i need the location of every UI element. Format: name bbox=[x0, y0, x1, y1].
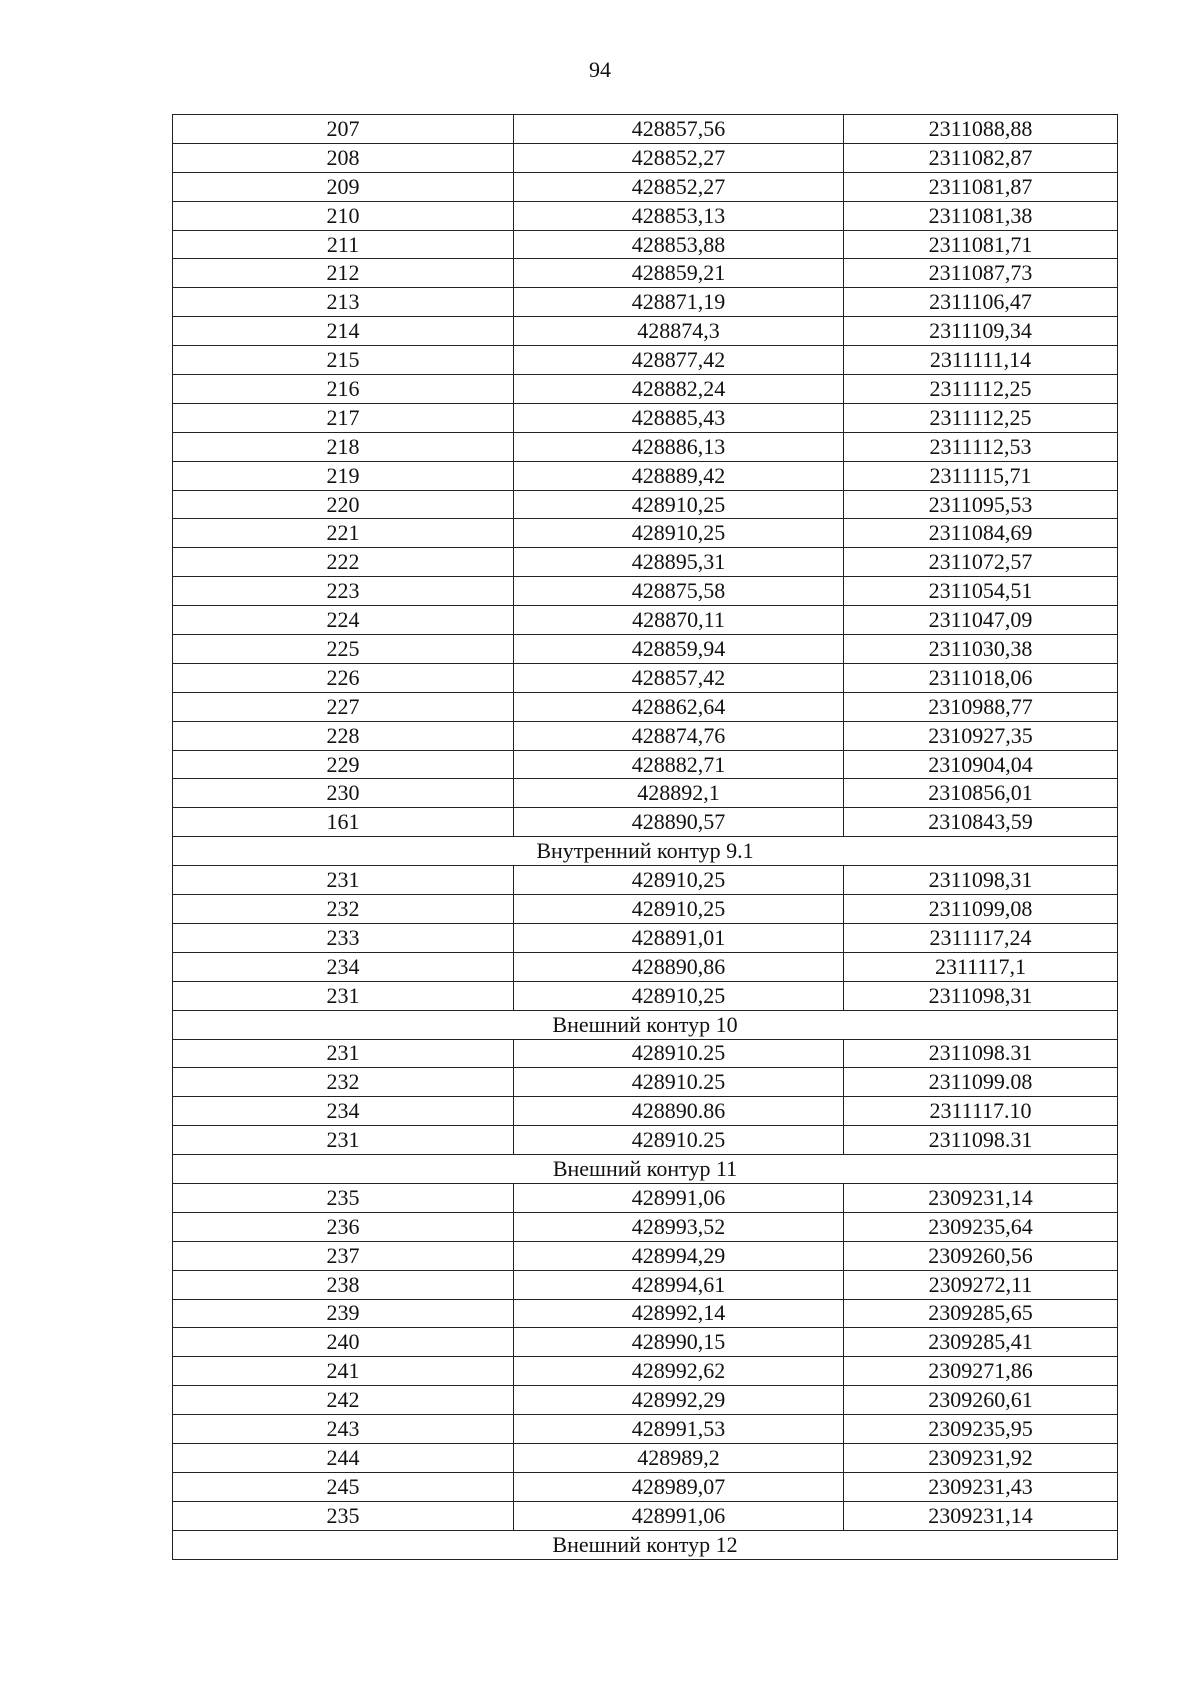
y-coordinate-cell: 2311084,69 bbox=[844, 519, 1118, 548]
point-number-cell: 239 bbox=[173, 1299, 514, 1328]
point-number-cell: 161 bbox=[173, 808, 514, 837]
table-row bbox=[173, 1097, 1118, 1126]
x-coordinate-cell: 428910.25 bbox=[514, 1039, 844, 1068]
y-coordinate-cell: 2311047,09 bbox=[844, 606, 1118, 635]
y-coordinate-cell: 2311098.31 bbox=[844, 1039, 1118, 1068]
table-row bbox=[173, 432, 1118, 461]
point-number-cell: 231 bbox=[173, 1126, 514, 1155]
y-coordinate-cell: 2310843,59 bbox=[844, 808, 1118, 837]
table-row bbox=[173, 663, 1118, 692]
y-coordinate-cell: 2311117.10 bbox=[844, 1097, 1118, 1126]
x-coordinate-cell: 428910,25 bbox=[514, 490, 844, 519]
table-row bbox=[173, 1039, 1118, 1068]
x-coordinate-cell: 428862,64 bbox=[514, 692, 844, 721]
point-number-cell: 219 bbox=[173, 461, 514, 490]
table-row bbox=[173, 461, 1118, 490]
table-row bbox=[173, 750, 1118, 779]
x-coordinate-cell: 428992,29 bbox=[514, 1386, 844, 1415]
point-number-cell: 209 bbox=[173, 172, 514, 201]
point-number-cell: 217 bbox=[173, 403, 514, 432]
point-number-cell: 231 bbox=[173, 981, 514, 1010]
y-coordinate-cell: 2309235,64 bbox=[844, 1212, 1118, 1241]
y-coordinate-cell: 2310927,35 bbox=[844, 721, 1118, 750]
y-coordinate-cell: 2311117,1 bbox=[844, 952, 1118, 981]
x-coordinate-cell: 428993,52 bbox=[514, 1212, 844, 1241]
x-coordinate-cell: 428991,06 bbox=[514, 1501, 844, 1530]
table-row bbox=[173, 606, 1118, 635]
x-coordinate-cell: 428886,13 bbox=[514, 432, 844, 461]
table-row bbox=[173, 519, 1118, 548]
table-row bbox=[173, 577, 1118, 606]
table-row bbox=[173, 288, 1118, 317]
page-number: 94 bbox=[589, 57, 611, 82]
point-number-cell: 214 bbox=[173, 317, 514, 346]
table-row bbox=[173, 1443, 1118, 1472]
point-number-cell: 231 bbox=[173, 866, 514, 895]
point-number-cell: 245 bbox=[173, 1472, 514, 1501]
x-coordinate-cell: 428890,86 bbox=[514, 952, 844, 981]
table-row bbox=[173, 808, 1118, 837]
point-number-cell: 235 bbox=[173, 1183, 514, 1212]
x-coordinate-cell: 428874,3 bbox=[514, 317, 844, 346]
point-number-cell: 220 bbox=[173, 490, 514, 519]
y-coordinate-cell: 2311088,88 bbox=[844, 115, 1118, 144]
y-coordinate-cell: 2311099,08 bbox=[844, 895, 1118, 924]
table-row bbox=[173, 172, 1118, 201]
y-coordinate-cell: 2311112,53 bbox=[844, 432, 1118, 461]
table-row bbox=[173, 1299, 1118, 1328]
point-number-cell: 234 bbox=[173, 1097, 514, 1126]
table-row bbox=[173, 1501, 1118, 1530]
table-row bbox=[173, 143, 1118, 172]
x-coordinate-cell: 428853,13 bbox=[514, 201, 844, 230]
x-coordinate-cell: 428852,27 bbox=[514, 143, 844, 172]
section-label: Внешний контур 12 bbox=[173, 1530, 1118, 1559]
point-number-cell: 234 bbox=[173, 952, 514, 981]
y-coordinate-cell: 2309231,92 bbox=[844, 1443, 1118, 1472]
table-row bbox=[173, 866, 1118, 895]
x-coordinate-cell: 428989,2 bbox=[514, 1443, 844, 1472]
x-coordinate-cell: 428859,21 bbox=[514, 259, 844, 288]
point-number-cell: 223 bbox=[173, 577, 514, 606]
x-coordinate-cell: 428990,15 bbox=[514, 1328, 844, 1357]
x-coordinate-cell: 428895,31 bbox=[514, 548, 844, 577]
y-coordinate-cell: 2310988,77 bbox=[844, 692, 1118, 721]
x-coordinate-cell: 428891,01 bbox=[514, 923, 844, 952]
point-number-cell: 229 bbox=[173, 750, 514, 779]
table-row bbox=[173, 230, 1118, 259]
table-row bbox=[173, 346, 1118, 375]
y-coordinate-cell: 2311117,24 bbox=[844, 923, 1118, 952]
point-number-cell: 240 bbox=[173, 1328, 514, 1357]
section-label: Внешний контур 10 bbox=[173, 1010, 1118, 1039]
table-row bbox=[173, 317, 1118, 346]
x-coordinate-cell: 428992,62 bbox=[514, 1357, 844, 1386]
point-number-cell: 243 bbox=[173, 1415, 514, 1444]
x-coordinate-cell: 428885,43 bbox=[514, 403, 844, 432]
table-row bbox=[173, 1183, 1118, 1212]
y-coordinate-cell: 2309285,41 bbox=[844, 1328, 1118, 1357]
y-coordinate-cell: 2311106,47 bbox=[844, 288, 1118, 317]
point-number-cell: 230 bbox=[173, 779, 514, 808]
point-number-cell: 237 bbox=[173, 1241, 514, 1270]
y-coordinate-cell: 2311098.31 bbox=[844, 1126, 1118, 1155]
point-number-cell: 216 bbox=[173, 375, 514, 404]
y-coordinate-cell: 2309260,56 bbox=[844, 1241, 1118, 1270]
y-coordinate-cell: 2311081,38 bbox=[844, 201, 1118, 230]
point-number-cell: 218 bbox=[173, 432, 514, 461]
x-coordinate-cell: 428875,58 bbox=[514, 577, 844, 606]
table-row bbox=[173, 1472, 1118, 1501]
point-number-cell: 221 bbox=[173, 519, 514, 548]
y-coordinate-cell: 2311109,34 bbox=[844, 317, 1118, 346]
x-coordinate-cell: 428910.25 bbox=[514, 1126, 844, 1155]
x-coordinate-cell: 428853,88 bbox=[514, 230, 844, 259]
y-coordinate-cell: 2311087,73 bbox=[844, 259, 1118, 288]
table-row bbox=[173, 895, 1118, 924]
y-coordinate-cell: 2311112,25 bbox=[844, 375, 1118, 404]
table-row bbox=[173, 1068, 1118, 1097]
table-row bbox=[173, 1126, 1118, 1155]
table-row bbox=[173, 1386, 1118, 1415]
x-coordinate-cell: 428882,24 bbox=[514, 375, 844, 404]
coordinates-table-body bbox=[173, 115, 1118, 1560]
coordinates-table bbox=[172, 114, 1118, 1560]
y-coordinate-cell: 2309285,65 bbox=[844, 1299, 1118, 1328]
x-coordinate-cell: 428857,56 bbox=[514, 115, 844, 144]
table-row bbox=[173, 548, 1118, 577]
point-number-cell: 212 bbox=[173, 259, 514, 288]
section-header-row bbox=[173, 837, 1118, 866]
x-coordinate-cell: 428910,25 bbox=[514, 895, 844, 924]
x-coordinate-cell: 428871,19 bbox=[514, 288, 844, 317]
table-row bbox=[173, 779, 1118, 808]
x-coordinate-cell: 428890,57 bbox=[514, 808, 844, 837]
point-number-cell: 228 bbox=[173, 721, 514, 750]
x-coordinate-cell: 428994,61 bbox=[514, 1270, 844, 1299]
table-row bbox=[173, 635, 1118, 664]
table-row bbox=[173, 403, 1118, 432]
y-coordinate-cell: 2309271,86 bbox=[844, 1357, 1118, 1386]
point-number-cell: 232 bbox=[173, 1068, 514, 1097]
point-number-cell: 213 bbox=[173, 288, 514, 317]
x-coordinate-cell: 428910,25 bbox=[514, 519, 844, 548]
point-number-cell: 242 bbox=[173, 1386, 514, 1415]
y-coordinate-cell: 2311098,31 bbox=[844, 981, 1118, 1010]
y-coordinate-cell: 2311054,51 bbox=[844, 577, 1118, 606]
table-row bbox=[173, 1415, 1118, 1444]
x-coordinate-cell: 428910,25 bbox=[514, 981, 844, 1010]
y-coordinate-cell: 2311082,87 bbox=[844, 143, 1118, 172]
point-number-cell: 232 bbox=[173, 895, 514, 924]
y-coordinate-cell: 2309272,11 bbox=[844, 1270, 1118, 1299]
point-number-cell: 244 bbox=[173, 1443, 514, 1472]
table-row bbox=[173, 1328, 1118, 1357]
table-row bbox=[173, 115, 1118, 144]
y-coordinate-cell: 2311072,57 bbox=[844, 548, 1118, 577]
x-coordinate-cell: 428989,07 bbox=[514, 1472, 844, 1501]
x-coordinate-cell: 428992,14 bbox=[514, 1299, 844, 1328]
point-number-cell: 236 bbox=[173, 1212, 514, 1241]
point-number-cell: 215 bbox=[173, 346, 514, 375]
x-coordinate-cell: 428910,25 bbox=[514, 866, 844, 895]
point-number-cell: 208 bbox=[173, 143, 514, 172]
table-row bbox=[173, 201, 1118, 230]
x-coordinate-cell: 428859,94 bbox=[514, 635, 844, 664]
y-coordinate-cell: 2311115,71 bbox=[844, 461, 1118, 490]
x-coordinate-cell: 428857,42 bbox=[514, 663, 844, 692]
y-coordinate-cell: 2311095,53 bbox=[844, 490, 1118, 519]
point-number-cell: 224 bbox=[173, 606, 514, 635]
y-coordinate-cell: 2310856,01 bbox=[844, 779, 1118, 808]
x-coordinate-cell: 428890.86 bbox=[514, 1097, 844, 1126]
point-number-cell: 210 bbox=[173, 201, 514, 230]
point-number-cell: 222 bbox=[173, 548, 514, 577]
point-number-cell: 226 bbox=[173, 663, 514, 692]
x-coordinate-cell: 428852,27 bbox=[514, 172, 844, 201]
y-coordinate-cell: 2311018,06 bbox=[844, 663, 1118, 692]
table-row bbox=[173, 1241, 1118, 1270]
point-number-cell: 225 bbox=[173, 635, 514, 664]
y-coordinate-cell: 2309231,43 bbox=[844, 1472, 1118, 1501]
section-header-row bbox=[173, 1155, 1118, 1184]
table-row bbox=[173, 1270, 1118, 1299]
point-number-cell: 231 bbox=[173, 1039, 514, 1068]
x-coordinate-cell: 428892,1 bbox=[514, 779, 844, 808]
point-number-cell: 241 bbox=[173, 1357, 514, 1386]
table-row bbox=[173, 692, 1118, 721]
x-coordinate-cell: 428991,06 bbox=[514, 1183, 844, 1212]
table-row bbox=[173, 490, 1118, 519]
section-header-row bbox=[173, 1010, 1118, 1039]
table-row bbox=[173, 375, 1118, 404]
section-label: Внутренний контур 9.1 bbox=[173, 837, 1118, 866]
table-row bbox=[173, 981, 1118, 1010]
x-coordinate-cell: 428882,71 bbox=[514, 750, 844, 779]
x-coordinate-cell: 428889,42 bbox=[514, 461, 844, 490]
y-coordinate-cell: 2311030,38 bbox=[844, 635, 1118, 664]
y-coordinate-cell: 2311081,87 bbox=[844, 172, 1118, 201]
y-coordinate-cell: 2309260,61 bbox=[844, 1386, 1118, 1415]
point-number-cell: 207 bbox=[173, 115, 514, 144]
table-row bbox=[173, 259, 1118, 288]
table-row bbox=[173, 721, 1118, 750]
section-header-row bbox=[173, 1530, 1118, 1559]
table-row bbox=[173, 952, 1118, 981]
y-coordinate-cell: 2311111,14 bbox=[844, 346, 1118, 375]
y-coordinate-cell: 2310904,04 bbox=[844, 750, 1118, 779]
y-coordinate-cell: 2309231,14 bbox=[844, 1501, 1118, 1530]
table-row bbox=[173, 923, 1118, 952]
x-coordinate-cell: 428910.25 bbox=[514, 1068, 844, 1097]
x-coordinate-cell: 428874,76 bbox=[514, 721, 844, 750]
x-coordinate-cell: 428991,53 bbox=[514, 1415, 844, 1444]
y-coordinate-cell: 2309231,14 bbox=[844, 1183, 1118, 1212]
x-coordinate-cell: 428870,11 bbox=[514, 606, 844, 635]
point-number-cell: 233 bbox=[173, 923, 514, 952]
point-number-cell: 227 bbox=[173, 692, 514, 721]
y-coordinate-cell: 2311112,25 bbox=[844, 403, 1118, 432]
y-coordinate-cell: 2309235,95 bbox=[844, 1415, 1118, 1444]
x-coordinate-cell: 428877,42 bbox=[514, 346, 844, 375]
point-number-cell: 211 bbox=[173, 230, 514, 259]
x-coordinate-cell: 428994,29 bbox=[514, 1241, 844, 1270]
point-number-cell: 238 bbox=[173, 1270, 514, 1299]
section-label: Внешний контур 11 bbox=[173, 1155, 1118, 1184]
y-coordinate-cell: 2311099.08 bbox=[844, 1068, 1118, 1097]
point-number-cell: 235 bbox=[173, 1501, 514, 1530]
y-coordinate-cell: 2311081,71 bbox=[844, 230, 1118, 259]
y-coordinate-cell: 2311098,31 bbox=[844, 866, 1118, 895]
table-row bbox=[173, 1357, 1118, 1386]
table-row bbox=[173, 1212, 1118, 1241]
